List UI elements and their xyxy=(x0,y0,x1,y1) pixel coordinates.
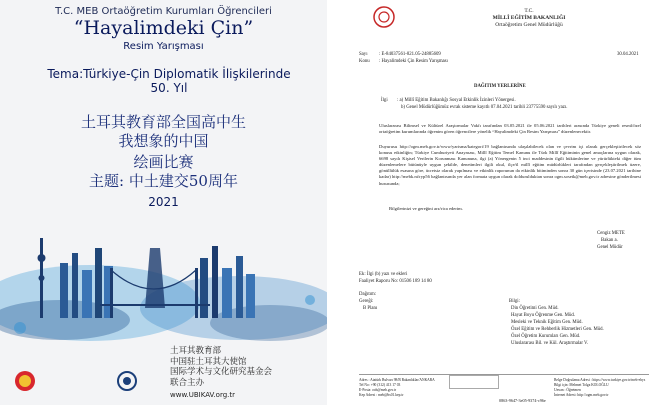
ilgi-b: b) Genel Müdürlüğümüz evrak sisteme kayıtlı 07.04.2021 tarihli 23775590 sayılı yazı. xyxy=(401,105,568,110)
poster-footer-line: 联合主办 xyxy=(170,377,205,388)
sayi-value: : E-84037561-821.05-24885609 xyxy=(379,52,441,57)
footer-kep: Kep Adresi : meb@hs01.kep.tr xyxy=(359,393,404,397)
geregi-label: Gereği: xyxy=(359,299,374,304)
recipients: DAĞITIM YERLERİNE xyxy=(474,84,526,89)
official-letter xyxy=(339,0,663,405)
sayi-label: Sayı xyxy=(359,52,368,57)
poster-theme-line2: 50. Yıl xyxy=(150,81,188,95)
poster-organizer: T.C. MEB Ortaöğretim Kurumları Öğrencileri xyxy=(55,6,272,17)
verification-stamp xyxy=(449,375,499,389)
poster-subtitle: Resim Yarışması xyxy=(123,41,204,52)
attachment-line: Ek: İlgi (b) yazı ve ekleri xyxy=(359,272,408,277)
letter-date: 30.04.2021 xyxy=(617,52,639,57)
signer-title-2: Genel Müdür xyxy=(597,245,623,250)
bilgi-item: Mesleki ve Teknik Eğitim Gen. Müd. xyxy=(511,320,583,325)
konu-label: Konu xyxy=(359,59,370,64)
china-emblem-icon xyxy=(14,370,36,392)
footer-contact: Bilgi için: Mehmet Tolga KOLOĞLU xyxy=(554,383,609,387)
ilgi-a: : a) Millî Eğitim Bakanlığı Sosyal Etkinlik İzinleri Yönergesi. xyxy=(397,98,516,103)
poster-title: “Hayalimdeki Çin” xyxy=(73,17,254,39)
footer-verify: Belge Doğrulama Adresi : https://www.turkiye.gov.tr/meb-ebys xyxy=(554,378,646,382)
paragraph-2: Duyurusu http://ogm.meb.gov.tr/www/yarisma/kategori/19 bağlantısında ulaşılabilecek olan ve çevrim içi olarak gerçekleştirilecek söz konusu etkinliğin; Türkiye Cumhuriyeti Anayasası, Millî Eğitim Temel Kanunu ile Türk Millî Eğitiminin genel amaçlarına uygun olarak, 6698 sayılı Kişisel Verilerin Korunması Kanununa, ilgi (a) Yönergenin 5 inci maddesinin ilgili hükümlerine ve yürürlükteki diğer tüm düzenlemelere bütünüyle uygun şekilde, denetimleri ilgili okul, ilçe/il millî eğitim müdürlükleri tarafından gerçekleştirilmek üzere, gönüllülük esasına göre, ücretsiz olarak yapılması ve etkinlik raporunun da etkinlik bitiminden sonra 30 gün içerisinde (23.07.2021 tarihine kadar) http://mebk.nt/ryp56 bağlantısında yer alan formata uygun olarak doldurulduktan sonra ogm.sosetk@meb.gov.tr adresine gönderilmesi hususunda; xyxy=(379,144,641,186)
divider xyxy=(327,0,339,405)
footer-tel: Tel No: +90 (312) 413 17 03 xyxy=(359,383,401,387)
distribution-label: Dağıtım: xyxy=(359,292,377,297)
letter-header xyxy=(429,8,629,29)
paragraph-3: Bilgilerinizi ve gereğini arz/rica ederim. xyxy=(389,206,463,211)
signer-title-1: Bakan a. xyxy=(601,238,618,243)
header-ministry: MİLLÎ EĞİTİM BAKANLIĞI xyxy=(492,15,566,21)
meb-logo-icon xyxy=(373,6,395,28)
poster-year: 2021 xyxy=(148,195,179,209)
poster-cn-line1: 土耳其教育部全国高中生 xyxy=(80,113,246,131)
poster-footer-line: 国际学术与文化研究基金会 xyxy=(170,367,273,377)
poster-image xyxy=(0,0,327,405)
signer-name: Cengiz METE xyxy=(597,231,625,236)
poster-cn-line3: 绘画比赛 xyxy=(133,153,194,171)
header-directorate: Ortaöğretim Genel Müdürlüğü xyxy=(495,22,563,28)
poster-footer-line: 土耳其教育部 xyxy=(170,346,222,356)
document-code: 0863-9647-3e05-9374-c96e xyxy=(499,398,546,403)
poster-url: www.UBIKAV.org.tr xyxy=(170,391,235,399)
bilgi-item: Hayat Boyu Öğrenme Gen. Müd. xyxy=(511,313,575,318)
skyline-illustration xyxy=(0,208,327,348)
poster-theme xyxy=(24,67,314,95)
bilgi-label: Bilgi: xyxy=(509,299,520,304)
poster-cn-line4: 主题: 中土建交50周年 xyxy=(89,172,238,190)
ubikav-logo-icon xyxy=(117,371,137,391)
konu-value: : Hayalimdeki Çin Resim Yarışması xyxy=(379,59,448,64)
poster-theme-line1: Tema:Türkiye-Çin Diplomatik İlişkilerinde xyxy=(47,67,291,81)
footer-role: Unvan : Öğretmen xyxy=(554,388,581,392)
geregi-item: B Planı xyxy=(363,306,378,311)
bilgi-item: Özel Öğretim Kurumları Gen. Müd. xyxy=(511,334,581,339)
footer-web: İnternet Adresi: http://ogm.meb.gov.tr xyxy=(554,393,609,397)
report-number: Faaliyet Raporu No: 01506 189 14 80 xyxy=(359,279,432,284)
bilgi-item: Din Öğretimi Gen. Müd. xyxy=(511,306,559,311)
paragraph-1: Uluslararası Bilimsel ve Kültürel Araştırmalar Vakfı tarafından 03.05.2021 ile 05.06.2021 tarihleri arasında Türkiye geneli resmî/özel ortaöğretim kurumlarında öğrenim gören öğrencilere yönelik “Hayalimdeki Çin Resim Yarışması” düzenlenecektir. xyxy=(379,123,641,135)
footer-email: E-Posta: ooh@meb.gov.tr xyxy=(359,388,397,392)
poster-cn-line2: 我想象的中国 xyxy=(118,132,209,150)
ilgi-label: İlgi xyxy=(381,98,388,103)
header-tc: T.C. xyxy=(524,8,534,14)
footer-address: Adres : Atatürk Bulvarı 98/B Bakanlıklar/ANKARA xyxy=(359,378,435,382)
poster-footer-line: 中国驻土耳其大使馆 xyxy=(170,356,247,367)
poster-organizers xyxy=(170,346,272,388)
footer-divider xyxy=(359,374,649,375)
bilgi-item: Özel Eğitim ve Rehberlik Hizmetleri Gen. Müd. xyxy=(511,327,604,332)
bilgi-item: Uluslararası Bil. ve Kül. Araştırmalar V. xyxy=(511,341,589,346)
